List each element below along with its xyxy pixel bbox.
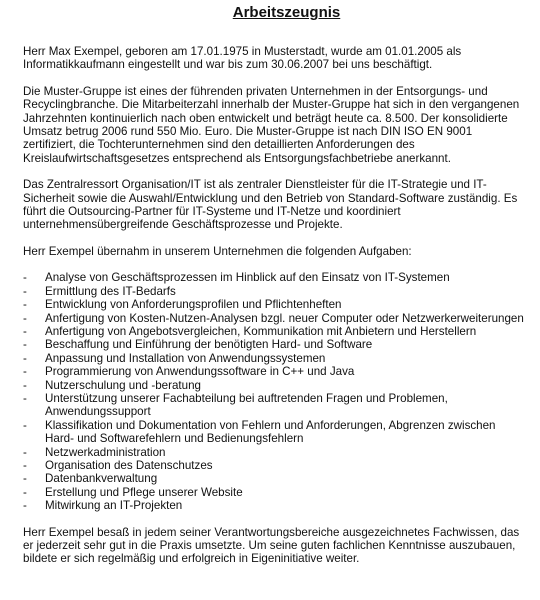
task-text: Mitwirkung an IT-Projekten	[45, 499, 183, 513]
list-item	[23, 285, 526, 298]
dash-bullet: -	[23, 458, 27, 472]
task-text: Anfertigung von Angebotsvergleichen, Kommunikation mit Anbietern und Herstellern	[45, 324, 477, 338]
task-text: Klassifikation und Dokumentation von Fehlern und Anforderungen, Abgrenzen zwischen Hard- und Softwarefehlern und Bedienungsfehlern	[45, 418, 496, 446]
task-text: Unterstützung unserer Fachabteilung bei auftretenden Fragen und Problemen, Anwendungssupport	[45, 391, 448, 419]
dash-bullet: -	[23, 499, 27, 513]
list-item	[23, 338, 526, 351]
list-item	[23, 298, 526, 311]
list-item	[23, 365, 526, 378]
task-text: Programmierung von Anwendungssoftware in C++ und Java	[45, 365, 355, 379]
tasks-intro: Herr Exempel übernahm in unserem Unternehmen die folgenden Aufgaben:	[23, 244, 412, 258]
dash-bullet: -	[23, 485, 27, 499]
list-item	[23, 352, 526, 365]
task-text: Netzwerkadministration	[45, 445, 166, 459]
list-item	[23, 472, 526, 485]
list-item	[23, 486, 526, 499]
task-text: Anfertigung von Kosten-Nutzen-Analysen bzgl. neuer Computer oder Netzwerkerweiterungen	[45, 311, 524, 325]
task-text: Ermittlung des IT-Bedarfs	[45, 284, 176, 298]
department-paragraph: Das Zentralressort Organisation/IT ist als zentraler Dienstleister für die IT-Strategie und IT-Sicherheit sowie die Auswahl/Entwicklung und den Betrieb von Standard-Software zuständig. Es führt die Outsourcing-Partner für IT-Systeme und IT-Netze und koordiniert unternehmensübergreifende Geschäftsprozesse und Projekte.	[23, 178, 518, 232]
dash-bullet: -	[23, 365, 27, 379]
list-item	[23, 419, 526, 446]
dash-bullet: -	[23, 271, 27, 285]
task-text: Erstellung und Pflege unserer Website	[45, 485, 243, 499]
intro-paragraph: Herr Max Exempel, geboren am 17.01.1975 in Musterstadt, wurde am 01.01.2005 als Informatikkaufmann eingestellt und war bis zum 30.06.2007 bei uns beschäftigt.	[23, 45, 462, 72]
list-item	[23, 499, 526, 512]
paragraph-gap	[23, 72, 526, 85]
dash-bullet: -	[23, 298, 27, 312]
dash-bullet: -	[23, 311, 27, 325]
dash-bullet: -	[23, 284, 27, 298]
task-list	[23, 271, 526, 512]
dash-bullet: -	[23, 445, 27, 459]
dash-bullet: -	[23, 391, 27, 405]
closing-paragraph: Herr Exempel besaß in jedem seiner Verantwortungsbereiche ausgezeichnetes Fachwissen, das er jederzeit sehr gut in die Praxis umsetzte. Um seine guten fachlichen Kenntnisse auszubauen, bildete er sich regelmäßig und erfolgreich in Eigeninitiative weiter.	[23, 525, 520, 566]
dash-bullet: -	[23, 324, 27, 338]
list-item	[23, 446, 526, 459]
list-item	[23, 379, 526, 392]
dash-bullet: -	[23, 378, 27, 392]
list-item	[23, 459, 526, 472]
task-text: Analyse von Geschäftsprozessen im Hinblick auf den Einsatz von IT-Systemen	[45, 271, 450, 285]
list-item	[23, 312, 526, 325]
task-text: Nutzerschulung und -beratung	[45, 378, 201, 392]
dash-bullet: -	[23, 472, 27, 486]
paragraph-gap	[23, 165, 526, 178]
paragraph-gap	[23, 258, 526, 271]
list-item	[23, 392, 526, 419]
list-item	[23, 271, 526, 284]
list-item	[23, 325, 526, 338]
paragraph-gap	[23, 513, 526, 526]
task-text: Beschaffung und Einführung der benötigten Hard- und Software	[45, 338, 373, 352]
paragraph-gap	[23, 232, 526, 245]
company-paragraph: Die Muster-Gruppe ist eines der führenden privaten Unternehmen in der Entsorgungs- und Recyclingbranche. Die Mitarbeiterzahl innerhalb der Muster-Gruppe hat sich in den vergangenen Jahrzehnten kontinuierlich nach oben entwickelt und beträgt heute ca. 8.500. Der konsolidierte Umsatz betrug 2006 rund 550 Mio. Euro. Die Muster-Gruppe ist nach DIN ISO EN 9001 zertifiziert, die Tochterunternehmen sind den detaillierten Anforderungen des Kreislaufwirtschaftsgesetzes entsprechend als Entsorgungsfachbetriebe anerkannt.	[23, 84, 520, 165]
task-text: Organisation des Datenschutzes	[45, 458, 213, 472]
dash-bullet: -	[23, 338, 27, 352]
dash-bullet: -	[23, 351, 27, 365]
task-text: Datenbankverwaltung	[45, 472, 158, 486]
task-text: Anpassung und Installation von Anwendungssystemen	[45, 351, 326, 365]
dash-bullet: -	[23, 418, 27, 432]
document-title: Arbeitszeugnis	[232, 4, 341, 21]
task-text: Entwicklung von Anforderungsprofilen und Pflichtenheften	[45, 298, 342, 312]
